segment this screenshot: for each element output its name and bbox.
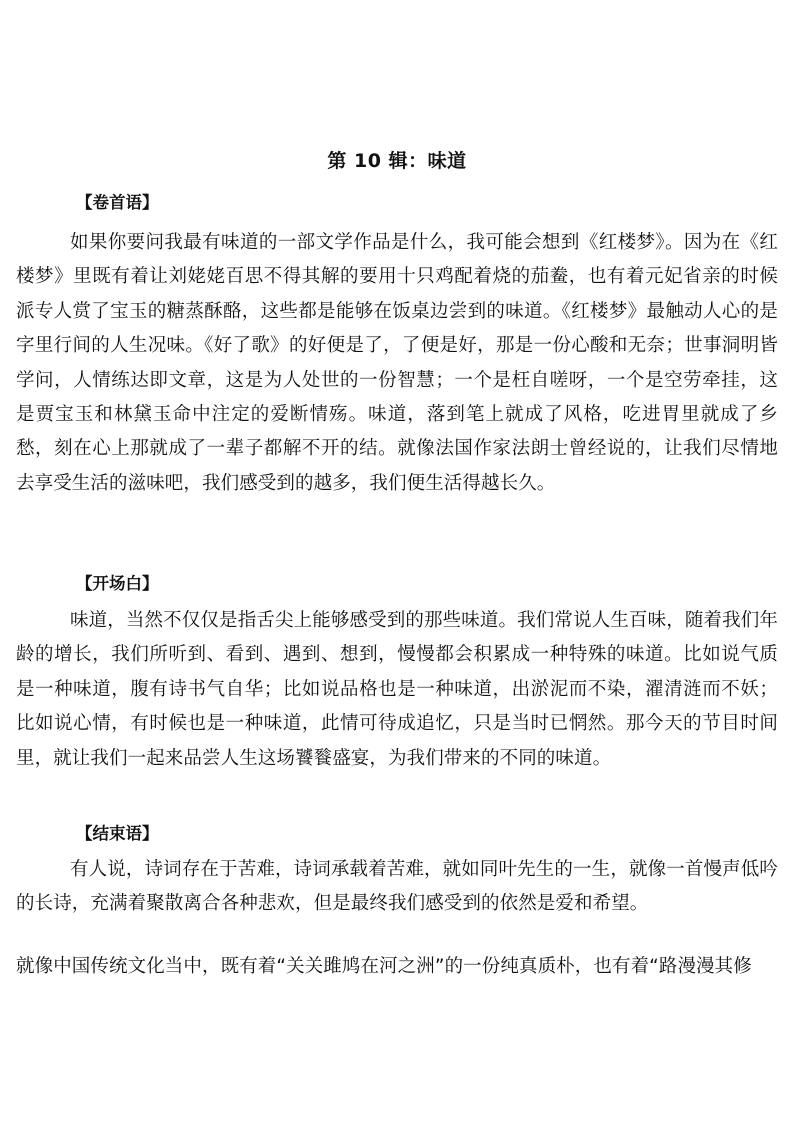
closing-paragraph: 有人说，诗词存在于苦难，诗词承载着苦难，就如同叶先生的一生，就像一首慢声低吟的长诗，充满着聚散离合各种悲欢，但是最终我们感受到的依然是爱和希望。 xyxy=(16,859,778,915)
section-heading-closing: 【结束语】 xyxy=(76,824,159,843)
preface-paragraph: 如果你要问我最有味道的一部文学作品是什么，我可能会想到《红楼梦》。因为在《红楼梦》里既有着让刘姥姥百思不得其解的要用十只鸡配着烧的茄鲞，也有着元妃省亲的时候派专人赏了宝玉的糖蒸酥酪，这些都是能够在饭桌边尝到的味道。《红楼梦》最触动人心的是字里行间的人生况味。《好了歌》的好便是了，了便是好，那是一份心酸和无奈；世事洞明皆学问，人情练达即文章，这是为人处世的一份智慧；一个是枉自嗟呀，一个是空劳牵挂，这是贾宝玉和林黛玉命中注定的爱断情殇。味道，落到笔上就成了风格，吃进胃里就成了乡愁，刻在心上那就成了一辈子都解不开的结。就像法国作家法朗士曾经说的，让我们尽情地去享受生活的滋味吧，我们感受到的越多，我们便生活得越长久。 xyxy=(16,232,778,494)
section-heading-preface: 【卷首语】 xyxy=(76,193,159,212)
document-title: 第 10 辑：味道 xyxy=(327,150,467,172)
section-heading-opening: 【开场白】 xyxy=(76,574,159,593)
closing-paragraph-continued: 就像中国传统文化当中，既有着“关关雎鸠在河之洲”的一份纯真质朴，也有着“路漫漫其修 xyxy=(16,956,752,977)
opening-paragraph: 味道，当然不仅仅是指舌尖上能够感受到的那些味道。我们常说人生百味，随着我们年龄的增长，我们所听到、看到、遇到、想到，慢慢都会积累成一种特殊的味道。比如说气质是一种味道，腹有诗书气自华；比如说品格也是一种味道，出淤泥而不染，濯清涟而不妖；比如说心情，有时候也是一种味道，此情可待成追忆，只是当时已惘然。那今天的节目时间里，就让我们一起来品尝人生这场饕餮盛宴，为我们带来的不同的味道。 xyxy=(16,610,778,769)
